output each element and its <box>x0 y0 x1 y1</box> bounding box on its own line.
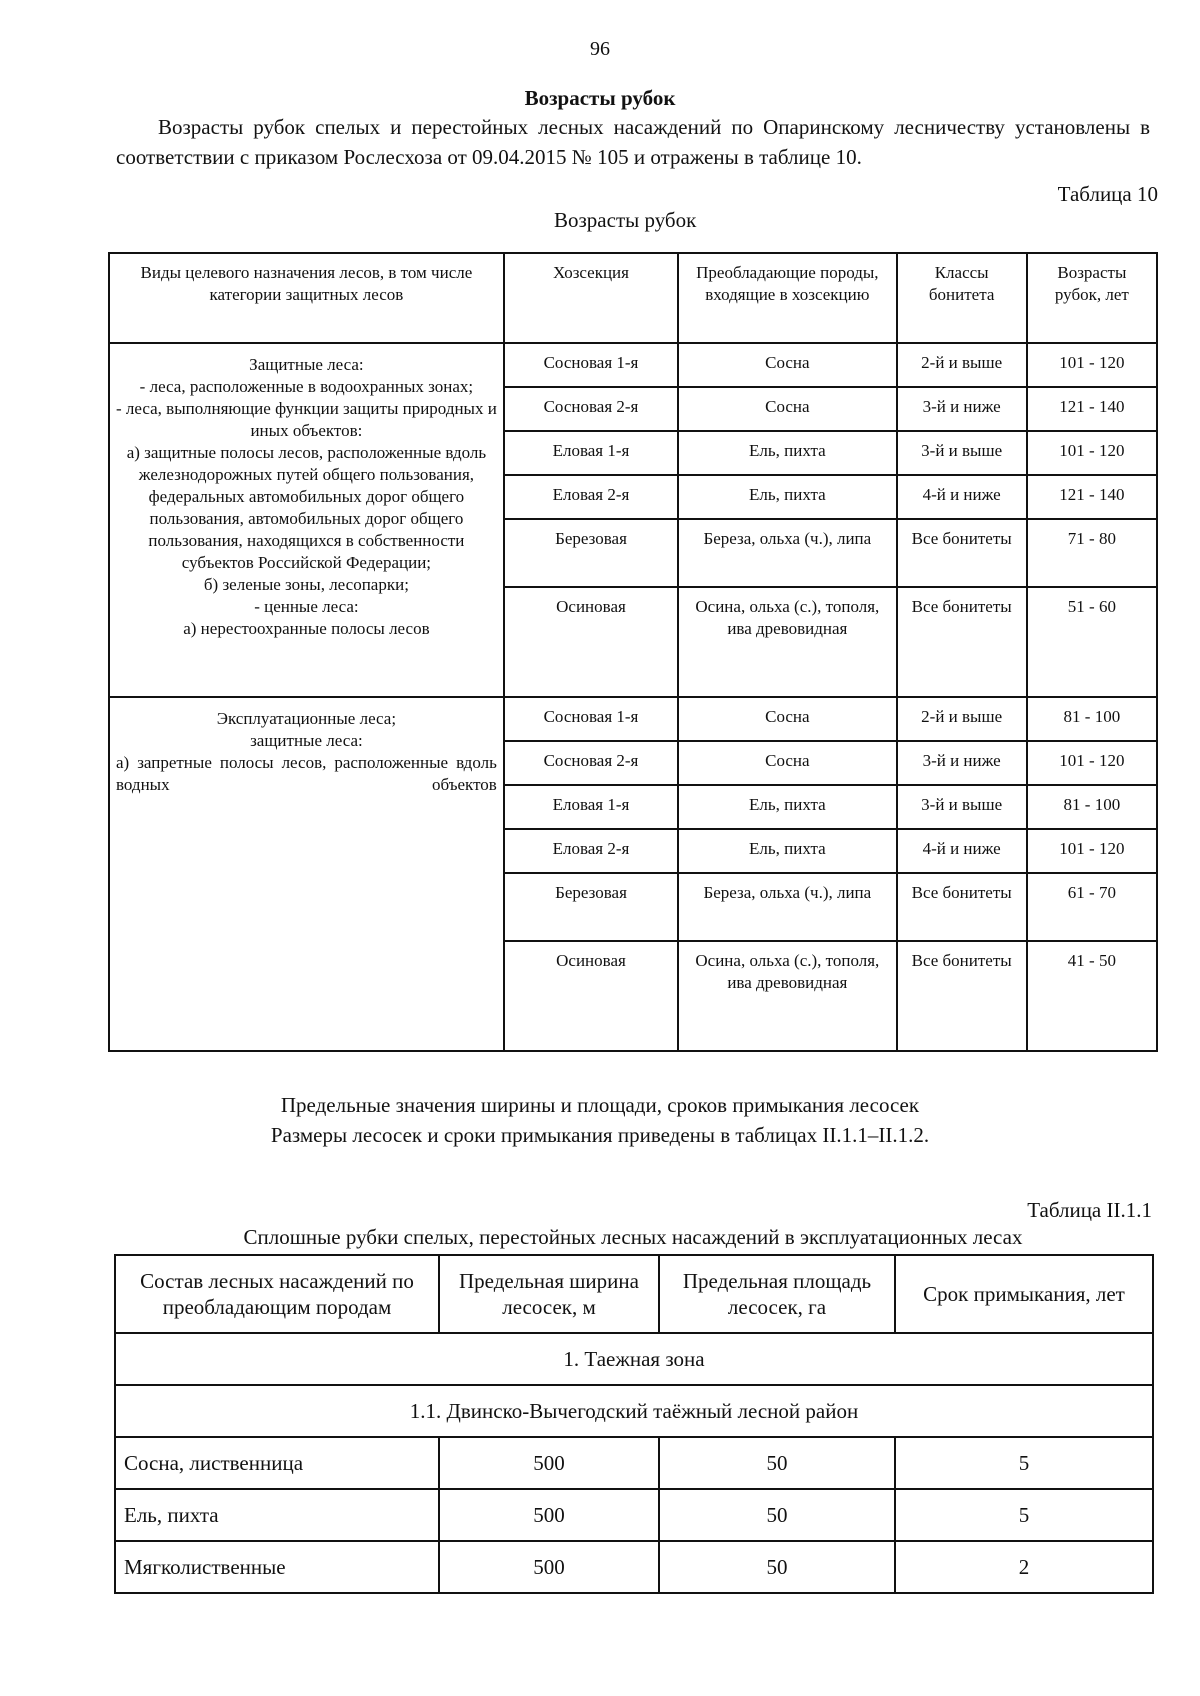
limits-title: Предельные значения ширины и площади, сроков примыкания лесосек <box>280 1093 920 1117</box>
cell-area: 50 <box>659 1437 895 1489</box>
group-line: Защитные леса: <box>249 355 364 374</box>
header-area: Предельная площадь лесосек, га <box>659 1255 895 1333</box>
table10-caption: Возрасты рубок <box>554 208 697 232</box>
header-section: Хозсекция <box>504 253 678 343</box>
cell-site-class: 3-й и выше <box>897 785 1027 829</box>
district-row <box>115 1385 1153 1437</box>
group-line: - ценные леса: <box>254 597 359 616</box>
cell-section: Осиновая <box>504 587 678 697</box>
cell-site-class: 3-й и ниже <box>897 387 1027 431</box>
intro-paragraph <box>116 112 1150 172</box>
cell-species: Ель, пихта <box>678 475 896 519</box>
table11-label: Таблица II.1.1 <box>1027 1198 1152 1222</box>
group-line: а) нерестоохранные полосы лесов <box>183 619 430 638</box>
cell-species: Осина, ольха (с.), тополя, ива древовидная <box>678 587 896 697</box>
cell-site-class: 4-й и ниже <box>897 829 1027 873</box>
cell-site-class: Все бонитеты <box>897 873 1027 941</box>
cell-term: 5 <box>895 1437 1153 1489</box>
table-header-row <box>115 1255 1153 1333</box>
header-width: Предельная ширина лесосек, м <box>439 1255 659 1333</box>
cell-section: Еловая 1-я <box>504 431 678 475</box>
header-site-class: Классы бонитета <box>897 253 1027 343</box>
table10-label: Таблица 10 <box>1057 182 1158 206</box>
table-row <box>115 1437 1153 1489</box>
header-purpose: Виды целевого назначения лесов, в том числе категории защитных лесов <box>109 253 504 343</box>
cell-section: Еловая 2-я <box>504 829 678 873</box>
group-line: - леса, расположенные в водоохранных зонах; <box>139 377 474 396</box>
cell-section: Березовая <box>504 873 678 941</box>
cell-age: 101 - 120 <box>1027 343 1157 387</box>
cell-age: 121 - 140 <box>1027 387 1157 431</box>
cell-age: 101 - 120 <box>1027 829 1157 873</box>
cell-species: Осина, ольха (с.), тополя, ива древовидная <box>678 941 896 1051</box>
cell-age: 51 - 60 <box>1027 587 1157 697</box>
group-line: защитные леса: <box>250 731 363 750</box>
cell-site-class: Все бонитеты <box>897 519 1027 587</box>
header-age: Возрасты рубок, лет <box>1027 253 1157 343</box>
table11-caption: Сплошные рубки спелых, перестойных лесных насаждений в эксплуатационных лесах <box>243 1225 1023 1249</box>
cell-section: Еловая 2-я <box>504 475 678 519</box>
cell-site-class: 2-й и выше <box>897 697 1027 741</box>
cell-site-class: Все бонитеты <box>897 587 1027 697</box>
header-species: Преобладающие породы, входящие в хозсекцию <box>678 253 896 343</box>
cell-age: 81 - 100 <box>1027 785 1157 829</box>
cell-site-class: 3-й и ниже <box>897 741 1027 785</box>
zone-label: 1. Таежная зона <box>115 1333 1153 1385</box>
table-clearcut-limits <box>114 1254 1154 1594</box>
cell-composition: Мягколиственные <box>115 1541 439 1593</box>
section-heading: Возрасты рубок <box>524 86 676 110</box>
page-number: 96 <box>590 38 610 60</box>
group-line: - леса, выполняющие функции защиты природных и иных объектов: <box>116 399 497 440</box>
table-row <box>109 697 1157 741</box>
cell-section: Березовая <box>504 519 678 587</box>
cell-species: Ель, пихта <box>678 431 896 475</box>
cell-width: 500 <box>439 1541 659 1593</box>
cell-species: Сосна <box>678 697 896 741</box>
cell-composition: Ель, пихта <box>115 1489 439 1541</box>
zone-row <box>115 1333 1153 1385</box>
purpose-group-exploitation <box>109 697 504 1051</box>
cell-species: Береза, ольха (ч.), липа <box>678 519 896 587</box>
cell-section: Еловая 1-я <box>504 785 678 829</box>
cell-species: Ель, пихта <box>678 785 896 829</box>
cell-age: 101 - 120 <box>1027 741 1157 785</box>
cell-term: 2 <box>895 1541 1153 1593</box>
cell-site-class: 4-й и ниже <box>897 475 1027 519</box>
group-line: а) защитные полосы лесов, расположенные вдоль железнодорожных путей общего пользования, федеральных автомобильных дорог общего пользования, автомобильных дорог общего пользования, находящихся в собственности субъектов Российской Федерации; <box>126 443 487 572</box>
cell-composition: Сосна, лиственница <box>115 1437 439 1489</box>
cell-section: Сосновая 1-я <box>504 343 678 387</box>
table-cutting-ages <box>108 252 1158 1052</box>
table-row <box>115 1489 1153 1541</box>
cell-age: 101 - 120 <box>1027 431 1157 475</box>
header-term: Срок примыкания, лет <box>895 1255 1153 1333</box>
cell-age: 121 - 140 <box>1027 475 1157 519</box>
table-header-row <box>109 253 1157 343</box>
cell-species: Ель, пихта <box>678 829 896 873</box>
cell-species: Сосна <box>678 387 896 431</box>
cell-section: Сосновая 2-я <box>504 387 678 431</box>
cell-term: 5 <box>895 1489 1153 1541</box>
cell-area: 50 <box>659 1541 895 1593</box>
cell-area: 50 <box>659 1489 895 1541</box>
cell-species: Сосна <box>678 343 896 387</box>
cell-section: Сосновая 1-я <box>504 697 678 741</box>
purpose-group-protective <box>109 343 504 697</box>
cell-section: Осиновая <box>504 941 678 1051</box>
group-line: Эксплуатационные леса; <box>216 709 397 728</box>
cell-width: 500 <box>439 1437 659 1489</box>
cell-width: 500 <box>439 1489 659 1541</box>
cell-age: 81 - 100 <box>1027 697 1157 741</box>
district-label: 1.1. Двинско-Вычегодский таёжный лесной район <box>115 1385 1153 1437</box>
limits-text: Размеры лесосек и сроки примыкания приведены в таблицах II.1.1–II.1.2. <box>270 1123 930 1147</box>
cell-site-class: Все бонитеты <box>897 941 1027 1051</box>
cell-site-class: 3-й и выше <box>897 431 1027 475</box>
group-line: а) запретные полосы лесов, расположенные вдоль водных объектов <box>116 753 497 794</box>
cell-site-class: 2-й и выше <box>897 343 1027 387</box>
cell-age: 41 - 50 <box>1027 941 1157 1051</box>
table-row <box>109 343 1157 387</box>
cell-section: Сосновая 2-я <box>504 741 678 785</box>
group-line: б) зеленые зоны, лесопарки; <box>203 575 409 594</box>
cell-age: 71 - 80 <box>1027 519 1157 587</box>
cell-species: Сосна <box>678 741 896 785</box>
cell-age: 61 - 70 <box>1027 873 1157 941</box>
intro-text: Возрасты рубок спелых и перестойных лесных насаждений по Опаринскому лесничеству установлены в соответствии с приказом Рослесхоза от 09.04.2015 № 105 и отражены в таблице 10. <box>116 115 1150 169</box>
header-composition: Состав лесных насаждений по преобладающим породам <box>115 1255 439 1333</box>
table-row <box>115 1541 1153 1593</box>
cell-species: Береза, ольха (ч.), липа <box>678 873 896 941</box>
